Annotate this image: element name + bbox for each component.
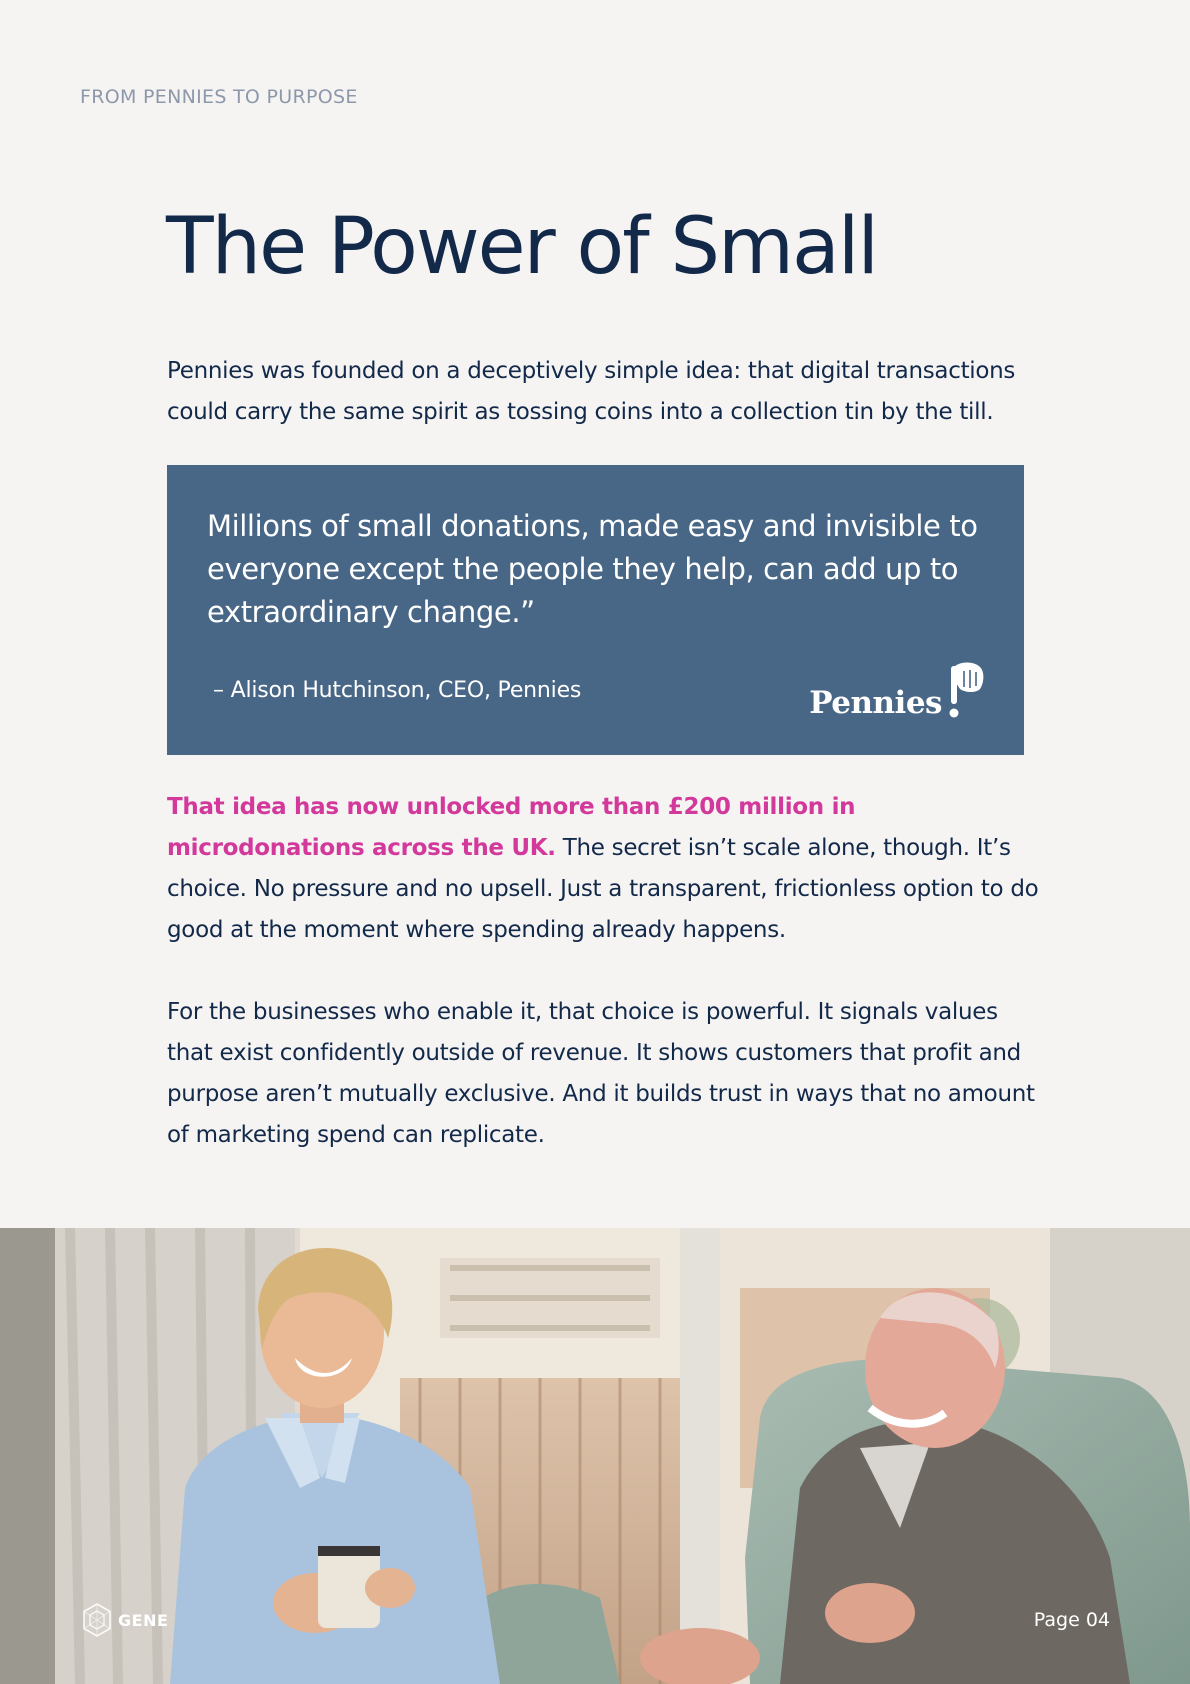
hexagon-grid-icon: [82, 1603, 112, 1637]
page-title: The Power of Small: [166, 202, 878, 292]
gene-logo: [82, 1603, 168, 1637]
pull-quote-text: Millions of small donations, made easy and invisible to everyone except the people they help, can add up to extraordinary change.”: [207, 509, 978, 629]
intro-paragraph: Pennies was founded on a deceptively simple idea: that digital transactions could carry the same spirit as tossing coins into a collection tin by the till.: [167, 358, 1016, 425]
section-kicker: FROM PENNIES TO PURPOSE: [80, 86, 358, 108]
pointing-hand-icon: [942, 661, 986, 721]
body-paragraph-1: [167, 787, 1047, 951]
body-paragraph-2: For the businesses who enable it, that choice is powerful. It signals values that exist confidently outside of revenue. It shows customers that profit and purpose aren’t mutually exclusive. And it builds trust in ways that no amount of marketing spend can replicate.: [167, 999, 1035, 1148]
carer-and-elderly-man-photo: [0, 1228, 1190, 1684]
highlight-statement: That idea has now unlocked more than £200 million in microdonations across the UK.: [167, 794, 856, 861]
body-paragraph-1-rest: The secret isn’t scale alone, though. It’s choice. No pressure and no upsell. Just a transparent, frictionless option to do good at the moment where spending already happens.: [167, 835, 1039, 943]
page-number: Page 04: [1033, 1609, 1110, 1631]
pennies-logo-text: Pennies: [809, 685, 942, 721]
pull-quote-box: [167, 465, 1024, 755]
pennies-logo: [809, 661, 986, 721]
gene-logo-text: GENE: [118, 1610, 169, 1630]
quote-attribution: – Alison Hutchinson, CEO, Pennies: [213, 678, 582, 703]
